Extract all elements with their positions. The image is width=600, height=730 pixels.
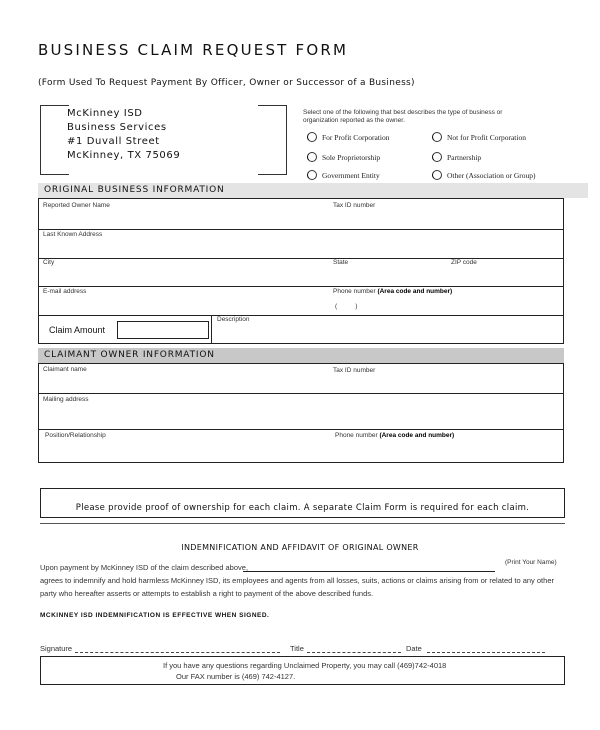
radio-label: Not for Profit Corporation	[447, 132, 526, 142]
business-type-prompt: organization reported as the owner.	[303, 117, 405, 124]
business-type-prompt: Select one of the following that best describes the type of business or	[303, 109, 503, 116]
city-field[interactable]: City	[43, 259, 55, 266]
effective-statement: MCKINNEY ISD INDEMNIFICATION IS EFFECTIVE WHEN SIGNED.	[40, 612, 270, 619]
radio-government[interactable]	[307, 170, 380, 180]
description-field[interactable]: Description	[217, 316, 250, 323]
indemnification-text: party who hereafter asserts or attempts to establish a right to payment of the above described funds.	[40, 589, 374, 598]
radio-for-profit[interactable]	[307, 132, 390, 142]
radio-circle-icon	[307, 132, 317, 142]
zip-field[interactable]: ZIP code	[451, 259, 477, 266]
contact-box	[40, 656, 565, 685]
form-subtitle: (Form Used To Request Payment By Officer, Owner or Successor of a Business)	[38, 78, 415, 88]
last-address-field[interactable]: Last Known Address	[43, 231, 103, 238]
claimant-header: CLAIMANT OWNER INFORMATION	[38, 348, 564, 363]
contact-fax: Our FAX number is (469) 742-4127.	[176, 672, 296, 681]
title-input[interactable]	[307, 652, 401, 653]
address-line: #1 Duvall Street	[67, 136, 160, 147]
email-field[interactable]: E-mail address	[43, 288, 87, 295]
radio-circle-icon	[432, 132, 442, 142]
radio-label: Sole Proprietorship	[322, 152, 381, 162]
notice-text: Please provide proof of ownership for each claim. A separate Claim Form is required for each claim.	[75, 503, 530, 513]
original-business-table	[38, 198, 564, 344]
radio-circle-icon	[307, 170, 317, 180]
signature-input[interactable]	[75, 652, 280, 653]
address-line: McKinney, TX 75069	[67, 150, 181, 161]
address-line: McKinney ISD	[67, 108, 143, 119]
claimant-name-field[interactable]: Claimant name	[43, 366, 87, 373]
owner-name-field[interactable]: Reported Owner Name	[43, 202, 110, 209]
position-field[interactable]: Position/Relationship	[45, 432, 106, 439]
address-bracket-left	[40, 105, 69, 175]
radio-circle-icon	[432, 170, 442, 180]
claim-amount-input[interactable]	[117, 321, 209, 339]
radio-not-for-profit[interactable]	[432, 132, 526, 142]
print-name-label: (Print Your Name)	[505, 559, 557, 566]
radio-label: Other (Association or Group)	[447, 170, 536, 180]
radio-circle-icon	[307, 152, 317, 162]
signature-label: Signature	[40, 644, 73, 653]
phone-parens: ( )	[335, 303, 358, 310]
contact-phone: If you have any questions regarding Unclaimed Property, you may call (469)742-4018	[163, 661, 447, 670]
date-label: Date	[406, 644, 422, 653]
claim-amount-label: Claim Amount	[49, 325, 106, 335]
state-field[interactable]: State	[333, 259, 349, 266]
mailing-address-field[interactable]: Mailing address	[43, 396, 89, 403]
title-label: Title	[290, 644, 304, 653]
claimant-phone-field[interactable]: Phone number (Area code and number)	[335, 432, 455, 439]
address-bracket-right	[258, 105, 287, 175]
radio-label: Partnership	[447, 152, 482, 162]
radio-label: Government Entity	[322, 170, 380, 180]
date-input[interactable]	[427, 652, 545, 653]
notice-box	[40, 488, 565, 518]
tax-id-field[interactable]: Tax ID number	[333, 202, 376, 209]
radio-label: For Profit Corporation	[322, 132, 390, 142]
radio-partnership[interactable]	[432, 152, 481, 162]
indemnification-text: Upon payment by McKinney ISD of the claim described above,	[40, 563, 249, 572]
print-name-input[interactable]	[243, 571, 495, 572]
address-line: Business Services	[67, 122, 167, 133]
claimant-tax-id-field[interactable]: Tax ID number	[333, 367, 376, 374]
indemnification-text: agrees to indemnify and hold harmless McKinney ISD, its employees and agents from all losses, suits, actions or claims arising from or related to any other	[40, 576, 554, 585]
radio-other[interactable]	[432, 170, 536, 180]
radio-circle-icon	[432, 152, 442, 162]
divider	[40, 523, 565, 524]
form-title: BUSINESS CLAIM REQUEST FORM	[38, 41, 349, 59]
radio-sole-proprietorship[interactable]	[307, 152, 380, 162]
claimant-table	[38, 363, 564, 463]
indemnification-heading: INDEMNIFICATION AND AFFIDAVIT OF ORIGINAL OWNER	[181, 543, 419, 552]
phone-field[interactable]: Phone number (Area code and number)	[333, 288, 453, 295]
original-business-header: ORIGINAL BUSINESS INFORMATION	[38, 183, 588, 198]
